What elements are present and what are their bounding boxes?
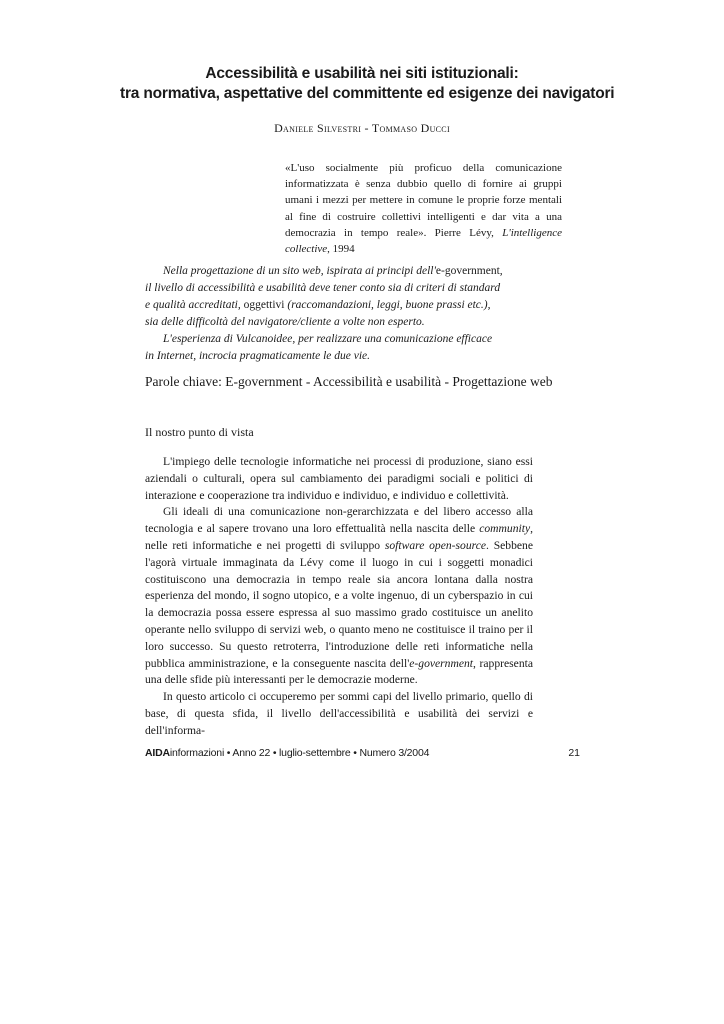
- epigraph-text: «L'uso socialmente più proficuo della comunicazione informatizzata è senza dubbio quello di fornire ai gruppi umani i mezzi per mettere in comune le proprie forze mentali al fine di costruire collettivi intelligenti e dar vita a una democrazia in tempo reale». Pierre Lévy,: [285, 162, 562, 239]
- abstract-text: (raccomandazioni, leggi, buone prassi etc.), sia delle difficoltà del navigatore/cliente a volte non esperto.: [145, 299, 491, 328]
- abstract-paragraph-1: [145, 263, 503, 331]
- body-paragraph-1: L'impiego delle tecnologie informatiche nei processi di produzione, siano essi aziendali o culturali, opera sul cambiamento dei paradigmi sociali e politici di interazione e cooperazione tra individuo e individuo, e individuo e collettività.: [145, 455, 533, 502]
- abstract-term: e-government: [435, 265, 500, 277]
- keywords: Parole chiave: E-government - Accessibilità e usabilità - Progettazione web: [145, 374, 553, 389]
- body-text-run: , nelle reti informatiche e nei progetti di sviluppo: [145, 522, 533, 552]
- body-italic-term: software open-source: [384, 538, 487, 552]
- epigraph-work: L'intelligence collective: [285, 226, 562, 256]
- abstract-paragraph-2: L'esperienza di Vulcanoidee, per realizzare una comunicazione efficace in Internet, incrocia pragmaticamente le due vie.: [145, 333, 493, 362]
- abstract: [145, 263, 503, 365]
- page-number: 21: [568, 747, 580, 759]
- body-italic-term: e-government: [409, 656, 474, 670]
- abstract-text: Nella progettazione di un sito web, ispirata ai principi dell': [163, 265, 436, 277]
- journal-name-bold: AIDA: [145, 747, 170, 759]
- body-text-run: , rappresenta una delle sfide più interessanti per le democrazie moderne.: [145, 656, 533, 687]
- authors: Daniele Silvestri - Tommaso Ducci: [274, 121, 450, 135]
- article-title: [120, 64, 615, 104]
- body-paragraph-3: In questo articolo ci occuperemo per sommi capi del livello primario, quello di base, di questa sfida, il livello dell'accessibilità e usabilità dei servizi e dell'informa-: [145, 690, 533, 737]
- body-text: [145, 454, 533, 740]
- body-paragraph-2: [145, 504, 533, 689]
- article-title-line-2: tra normativa, aspettative del committente ed esigenze dei navigatori: [120, 85, 615, 102]
- body-text-run: Gli ideali di una comunicazione non-gerarchizzata e del libero accesso alla tecnologia e al sapere trovano una loro effettualità nella nascita delle: [145, 505, 533, 536]
- journal-footer: [145, 747, 429, 759]
- article-title-line-1: Accessibilità e usabilità nei siti istituzionali:: [205, 65, 519, 82]
- abstract-term: oggettivi: [243, 299, 285, 311]
- body-text-run: . Sebbene l'agorà virtuale immaginata da Lévy come il luogo in cui i soggetti monadici costituiscono una democrazia in tempo reale sia ancora lontana dalla nostra esperienza del mondo, il sogno utopico, e a volte ingenuo, di un cyberspazio in cui la democrazia possa essere espressa al suo massimo grado costituisce un anelito operante nello sviluppo di servizi web, o quanto meno ne costituisce il traino per il loro successo. Su questo retroterra, l'introduzione delle reti informatiche nella pubblica amministrazione, e la conseguente nascita dell': [145, 538, 533, 670]
- journal-issue-info: informazioni • Anno 22 • luglio-settembre • Numero 3/2004: [169, 747, 430, 759]
- epigraph-year: , 1994: [327, 243, 355, 256]
- body-italic-term: community: [479, 522, 531, 536]
- abstract-text: , il livello di accessibilità e usabilità deve tener conto sia di criteri di standard e qualità accreditati,: [145, 265, 503, 311]
- section-title: Il nostro punto di vista: [145, 425, 254, 439]
- epigraph: [285, 160, 562, 257]
